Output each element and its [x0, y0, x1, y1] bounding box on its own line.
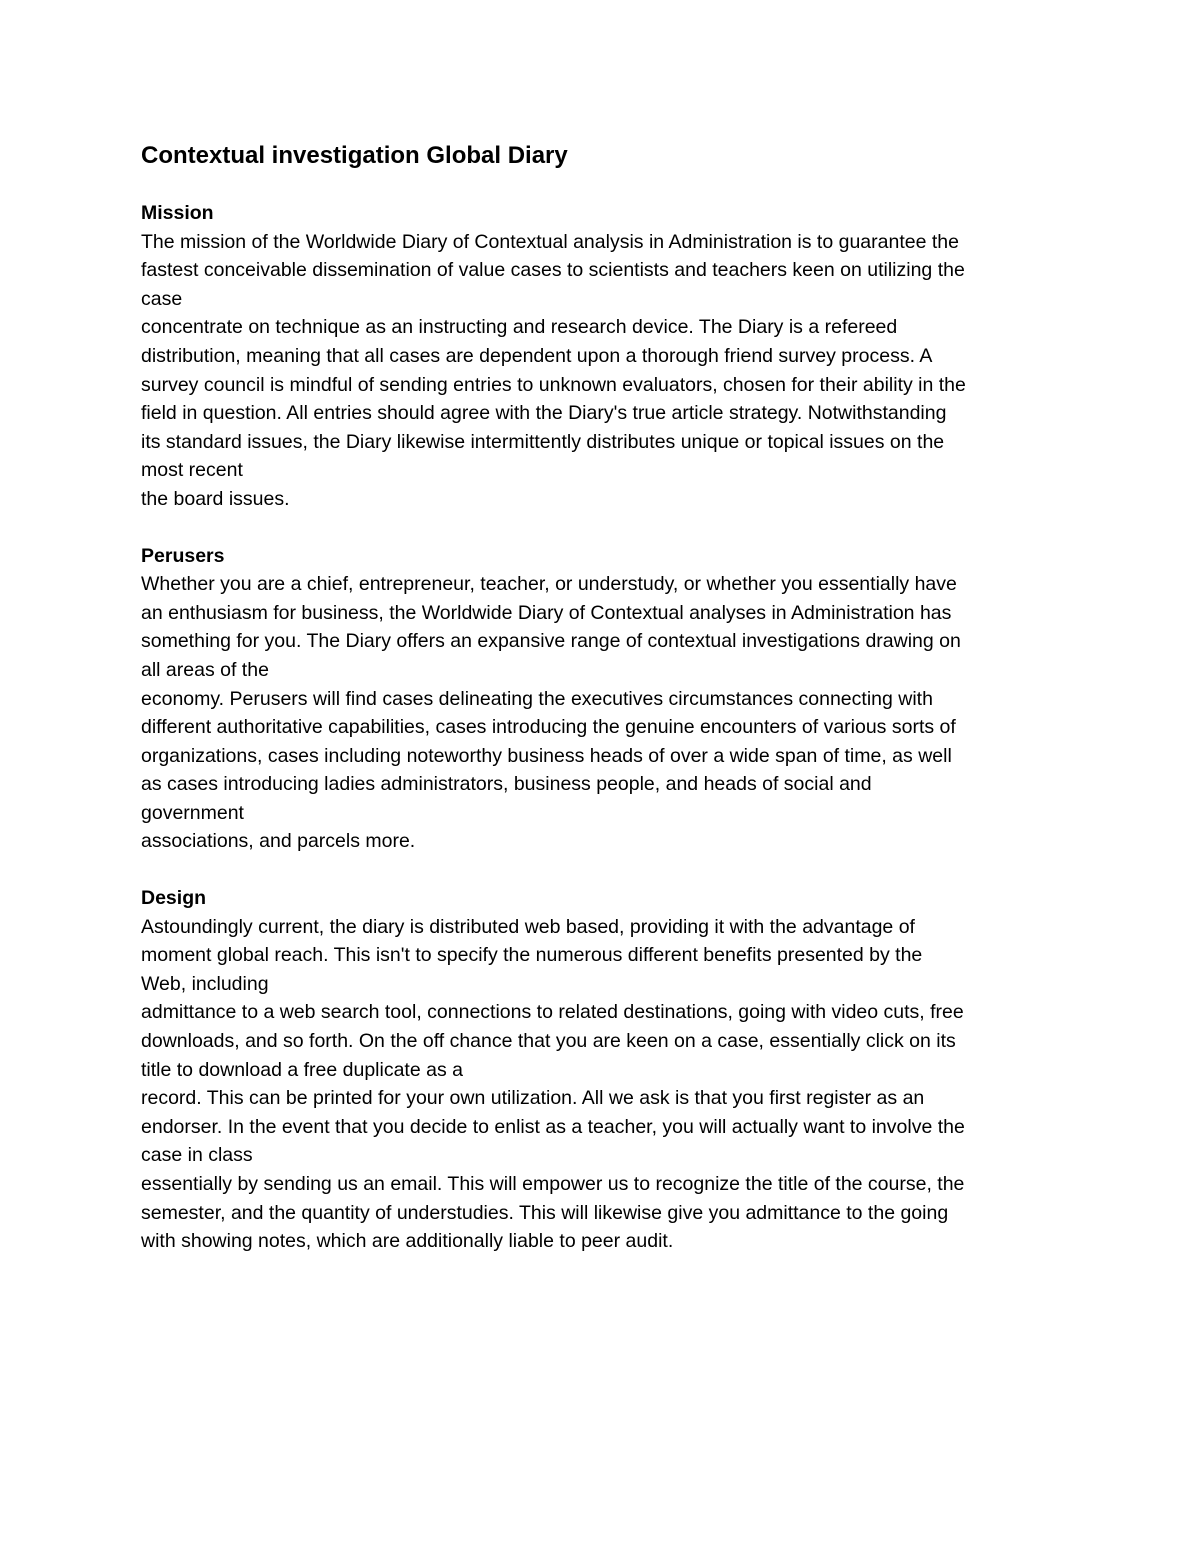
paragraph-line: the board issues. [141, 487, 290, 510]
paragraph-line: field in question. All entries should agree with the Diary's true article strategy. Notwithstanding [141, 402, 947, 425]
section-heading: Perusers [141, 544, 225, 567]
section-heading: Mission [141, 202, 214, 224]
paragraph-line: government [141, 801, 244, 824]
paragraph-line: admittance to a web search tool, connections to related destinations, going with video cuts, free [141, 1001, 964, 1024]
document-page [141, 140, 1061, 1284]
paragraph-line: something for you. The Diary offers an expansive range of contextual investigations drawing on [141, 630, 961, 653]
paragraph-line: different authoritative capabilities, cases introducing the genuine encounters of various sorts of [141, 716, 956, 739]
paragraph-line: most recent [141, 459, 243, 482]
paragraph-line: economy. Perusers will find cases delineating the executives circumstances connecting with [141, 687, 933, 710]
paragraph-line: with showing notes, which are additionally liable to peer audit. [141, 1230, 674, 1253]
paragraph-line: as cases introducing ladies administrators, business people, and heads of social and [141, 773, 872, 796]
paragraph-line: an enthusiasm for business, the Worldwide Diary of Contextual analyses in Administration has [141, 601, 952, 624]
document-body [141, 199, 1061, 1256]
paragraph-line: moment global reach. This isn't to specify the numerous different benefits presented by the [141, 944, 923, 967]
paragraph-line: its standard issues, the Diary likewise intermittently distributes unique or topical issues on the [141, 430, 945, 453]
paragraph-line: downloads, and so forth. On the off chance that you are keen on a case, essentially click on its [141, 1030, 956, 1053]
paragraph-line: concentrate on technique as an instructing and research device. The Diary is a refereed [141, 316, 898, 339]
paragraph-line: survey council is mindful of sending entries to unknown evaluators, chosen for their ability in the [141, 373, 966, 396]
paragraph-line: organizations, cases including noteworthy business heads of over a wide span of time, as well [141, 744, 952, 767]
paragraph-line: Web, including [141, 972, 269, 995]
paragraph-line: title to download a free duplicate as a [141, 1058, 463, 1081]
paragraph-line: case in class [141, 1144, 253, 1167]
paragraph-line: semester, and the quantity of understudies. This will likewise give you admittance to the going [141, 1201, 949, 1224]
paragraph-line: The mission of the Worldwide Diary of Contextual analysis in Administration is to guarantee the [141, 230, 959, 253]
paragraph-line: Astoundingly current, the diary is distributed web based, providing it with the advantage of [141, 915, 915, 938]
document-title: Contextual investigation Global Diary [141, 142, 568, 169]
section-perusers [141, 542, 1061, 857]
paragraph-line: associations, and parcels more. [141, 830, 416, 853]
paragraph-line: record. This can be printed for your own utilization. All we ask is that you first register as an [141, 1087, 925, 1110]
paragraph-line: essentially by sending us an email. This will empower us to recognize the title of the course, the [141, 1173, 965, 1195]
section-design [141, 884, 1061, 1256]
paragraph-line: all areas of the [141, 658, 269, 681]
paragraph-line: endorser. In the event that you decide to enlist as a teacher, you will actually want to involve the [141, 1115, 965, 1138]
paragraph-line: fastest conceivable dissemination of value cases to scientists and teachers keen on utilizing the [141, 259, 965, 282]
paragraph-line: case [141, 287, 183, 310]
paragraph-line: Whether you are a chief, entrepreneur, teacher, or understudy, or whether you essentially have [141, 573, 957, 596]
section-heading: Design [141, 887, 207, 910]
section-mission [141, 199, 1061, 514]
paragraph-line: distribution, meaning that all cases are dependent upon a thorough friend survey process. A [141, 344, 933, 367]
